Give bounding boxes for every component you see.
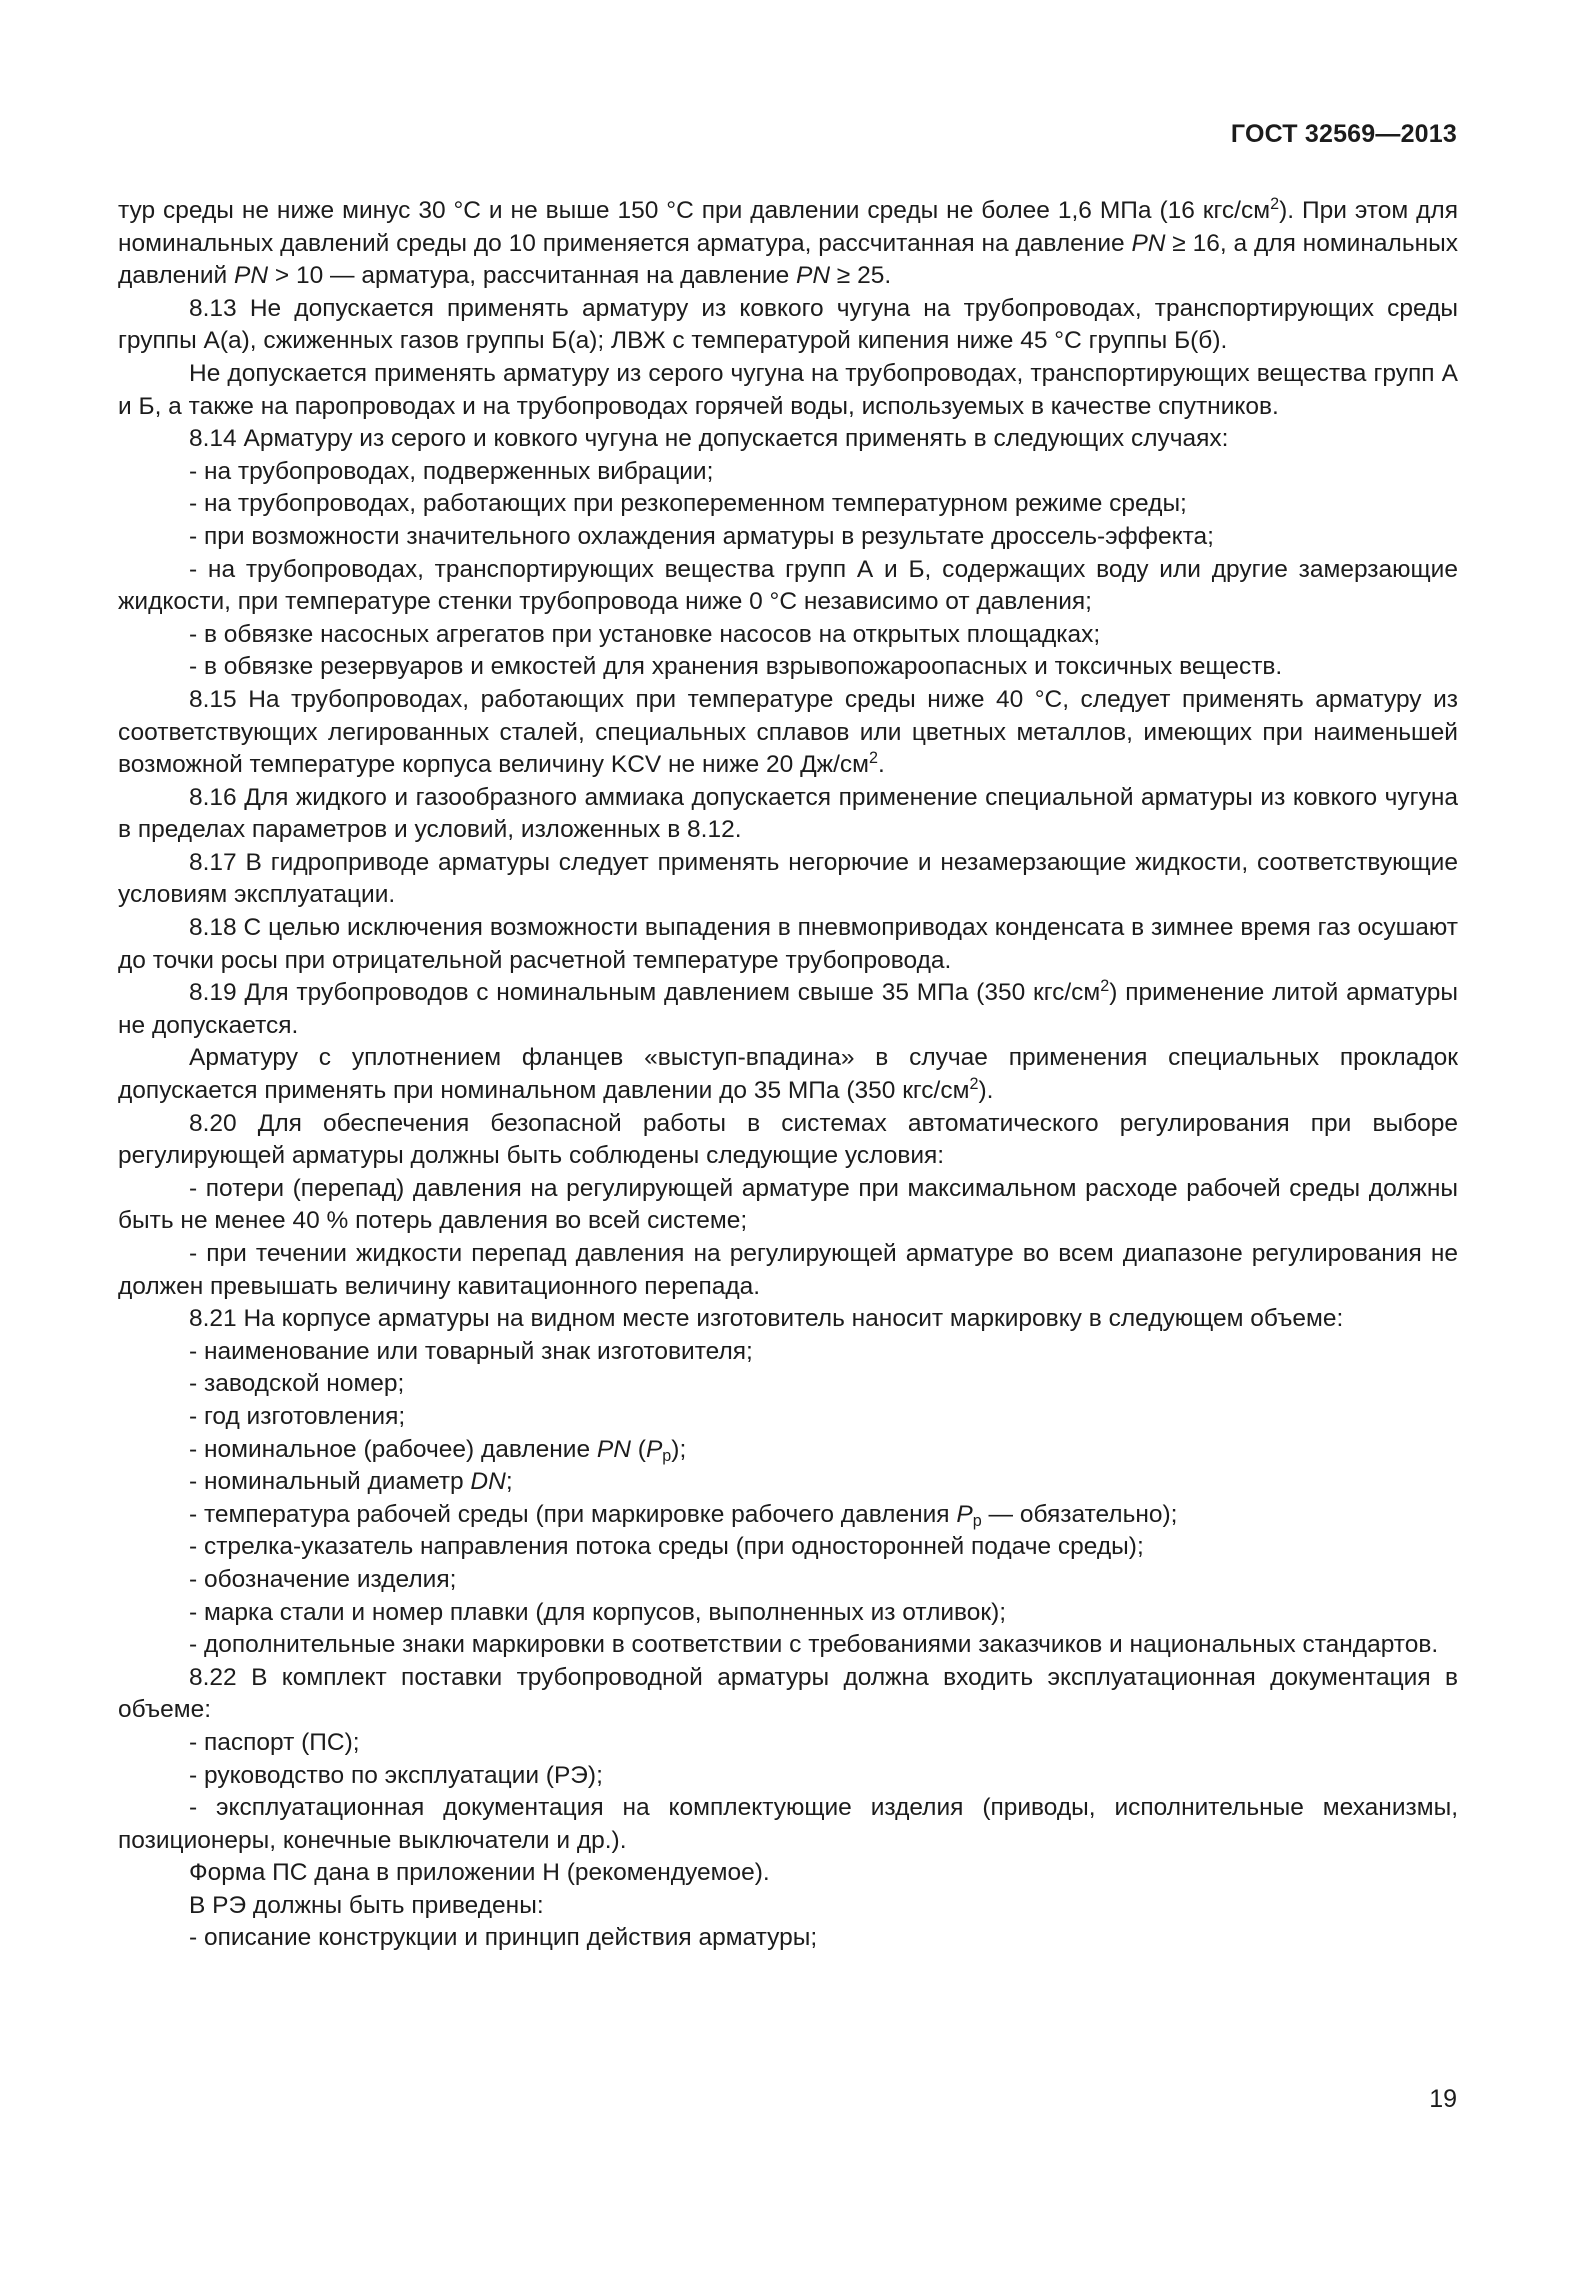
paragraph: [118, 554, 1458, 619]
superscript: 2: [868, 749, 878, 768]
text-run: 8.22 В комплект поставки трубопроводной арматуры должна входить эксплуатационная документация в объеме:: [118, 1663, 1458, 1724]
document-body: [118, 195, 1458, 1955]
paragraph: [118, 1303, 1458, 1336]
italic-symbol: PN: [1131, 229, 1166, 257]
text-run: - обозначение изделия;: [189, 1565, 457, 1593]
paragraph: [118, 1857, 1458, 1890]
paragraph: [118, 619, 1458, 652]
document-header-id: ГОСТ 32569—2013: [1230, 120, 1457, 148]
text-run: 8.14 Арматуру из серого и ковкого чугуна не допускается применять в следующих случаях:: [189, 425, 1229, 453]
text-run: - номинальный диаметр: [189, 1468, 471, 1496]
paragraph: [118, 293, 1458, 358]
paragraph: [118, 1499, 1458, 1532]
paragraph: [118, 684, 1458, 782]
text-run: 8.15 На трубопроводах, работающих при температуре среды ниже 40 °С, следует применять арматуру из соответствующих легированных сталей, специальных сплавов или цветных металлов, имеющих при наименьшей возможной температуре корпуса величину KCV не ниже 20 Дж/см: [118, 685, 1458, 779]
italic-symbol: P: [956, 1500, 973, 1528]
text-run: - на трубопроводах, работающих при резкопеременном температурном режиме среды;: [189, 490, 1187, 518]
text-run: ≥ 25.: [830, 262, 892, 290]
text-run: - при течении жидкости перепад давления на регулирующей арматуре во всем диапазоне регулирования не должен превышать величину кавитационного перепада.: [118, 1240, 1458, 1300]
paragraph: [118, 1792, 1458, 1857]
paragraph: [118, 1727, 1458, 1760]
text-run: (: [630, 1435, 646, 1463]
superscript: 2: [1100, 977, 1110, 996]
paragraph: [118, 1662, 1458, 1727]
text-run: 8.20 Для обеспечения безопасной работы в системах автоматического регулирования при выборе регулирующей арматуры должны быть соблюдены следующие условия:: [118, 1109, 1458, 1170]
text-run: ). При этом для номинальных давлений среды до 10 применяется арматура, рассчитанная на давление: [118, 197, 1458, 257]
paragraph: [118, 1238, 1458, 1303]
italic-symbol: PN: [234, 262, 269, 290]
text-run: В РЭ должны быть приведены:: [189, 1891, 544, 1919]
text-run: .: [877, 751, 885, 779]
paragraph: [118, 1922, 1458, 1955]
paragraph: [118, 521, 1458, 554]
superscript: 2: [969, 1075, 979, 1094]
text-run: - в обвязке резервуаров и емкостей для хранения взрывопожароопасных и токсичных веществ.: [189, 653, 1283, 681]
paragraph: [118, 847, 1458, 912]
text-run: - руководство по эксплуатации (РЭ);: [189, 1761, 603, 1789]
text-run: Не допускается применять арматуру из серого чугуна на трубопроводах, транспортирующих вещества групп А и Б, а также на паропроводах и на трубопроводах горячей воды, используемых в качестве спутников.: [118, 359, 1458, 420]
text-run: - паспорт (ПС);: [189, 1728, 360, 1756]
paragraph: [118, 1434, 1458, 1467]
text-run: 8.21 На корпусе арматуры на видном месте изготовитель наносит маркировку в следующем объеме:: [189, 1305, 1344, 1333]
paragraph: [118, 195, 1458, 293]
italic-symbol: PN: [596, 1435, 631, 1463]
text-run: - марка стали и номер плавки (для корпусов, выполненных из отливок);: [189, 1598, 1007, 1626]
paragraph: [118, 977, 1458, 1042]
text-run: ≥ 16, а для номинальных давлений: [118, 229, 1458, 290]
text-run: - на трубопроводах, транспортирующих вещества групп А и Б, содержащих воду или другие замерзающие жидкости, при температуре стенки трубопровода ниже 0 °С независимо от давления;: [118, 555, 1458, 616]
text-run: - при возможности значительного охлаждения арматуры в результате дроссель-эффекта;: [189, 522, 1214, 550]
italic-symbol: PN: [796, 262, 831, 290]
paragraph: [118, 1531, 1458, 1564]
text-run: Форма ПС дана в приложении Н (рекомендуемое).: [189, 1859, 770, 1887]
text-run: — обязательно);: [981, 1500, 1178, 1528]
superscript: 2: [1270, 195, 1280, 214]
text-run: - эксплуатационная документация на комплектующие изделия (приводы, исполнительные механизмы, позиционеры, конечные выключатели и др.).: [118, 1794, 1458, 1854]
paragraph: [118, 1401, 1458, 1434]
paragraph: [118, 1173, 1458, 1238]
text-run: 8.17 В гидроприводе арматуры следует применять негорючие и незамерзающие жидкости, соответствующие условиям эксплуатации.: [118, 848, 1458, 909]
text-run: Арматуру с уплотнением фланцев «выступ-впадина» в случае применения специальных прокладок допускается применять при номинальном давлении до 35 МПа (350 кгс/см: [118, 1044, 1458, 1105]
paragraph: [118, 1629, 1458, 1662]
text-run: тур среды не ниже минус 30 °С и не выше 150 °С при давлении среды не более 1,6 МПа (16 кгс/см: [118, 197, 1271, 224]
paragraph: [118, 1890, 1458, 1923]
subscript: р: [972, 1511, 982, 1530]
text-run: 8.16 Для жидкого и газообразного аммиака допускается применение специальной арматуры из ковкого чугуна в пределах параметров и условий, изложенных в 8.12.: [118, 783, 1458, 844]
paragraph: [118, 1466, 1458, 1499]
text-run: - наименование или товарный знак изготовителя;: [189, 1337, 753, 1365]
text-run: - потери (перепад) давления на регулирующей арматуре при максимальном расходе рабочей среды должны быть не менее 40 % потерь давления во всей системе;: [118, 1174, 1458, 1235]
text-run: ;: [505, 1468, 513, 1496]
text-run: - на трубопроводах, подверженных вибрации;: [189, 457, 714, 485]
paragraph: [118, 782, 1458, 847]
paragraph: [118, 912, 1458, 977]
paragraph: [118, 488, 1458, 521]
paragraph: [118, 423, 1458, 456]
text-run: - год изготовления;: [189, 1402, 406, 1430]
paragraph: [118, 651, 1458, 684]
paragraph: [118, 358, 1458, 423]
paragraph: [118, 1108, 1458, 1173]
italic-symbol: P: [645, 1435, 663, 1463]
text-run: - дополнительные знаки маркировки в соответствии с требованиями заказчиков и национальных стандартов.: [189, 1631, 1439, 1659]
text-run: 8.18 С целью исключения возможности выпадения в пневмоприводах конденсата в зимнее время газ осушают до точки росы при отрицательной расчетной температуре трубопровода.: [118, 914, 1458, 974]
subscript: р: [662, 1446, 672, 1465]
paragraph: [118, 456, 1458, 489]
text-run: - заводской номер;: [189, 1370, 405, 1398]
paragraph: [118, 1564, 1458, 1597]
paragraph: [118, 1368, 1458, 1401]
text-run: - стрелка-указатель направления потока среды (при односторонней подаче среды);: [189, 1533, 1144, 1561]
text-run: - описание конструкции и принцип действия арматуры;: [189, 1924, 818, 1952]
text-run: - в обвязке насосных агрегатов при установке насосов на открытых площадках;: [189, 620, 1101, 648]
text-run: 8.19 Для трубопроводов с номинальным давлением свыше 35 МПа (350 кгс/см: [189, 979, 1101, 1007]
text-run: - номинальное (рабочее) давление: [189, 1435, 597, 1463]
text-run: > 10 — арматура, рассчитанная на давление: [268, 262, 797, 290]
page-number: 19: [1429, 2085, 1457, 2113]
text-run: );: [671, 1435, 687, 1463]
paragraph: [118, 1336, 1458, 1369]
paragraph: [118, 1042, 1458, 1107]
text-run: 8.13 Не допускается применять арматуру из ковкого чугуна на трубопроводах, транспортирующих среды группы А(а), сжиженных газов группы Б(а); ЛВЖ с температурой кипения ниже 45 °С группы Б(б).: [118, 294, 1458, 355]
paragraph: [118, 1597, 1458, 1630]
text-run: - температура рабочей среды (при маркировке рабочего давления: [189, 1500, 957, 1528]
text-run: ) применение литой арматуры не допускается.: [118, 979, 1458, 1039]
paragraph: [118, 1760, 1458, 1793]
text-run: ).: [978, 1077, 994, 1105]
italic-symbol: DN: [470, 1468, 506, 1496]
